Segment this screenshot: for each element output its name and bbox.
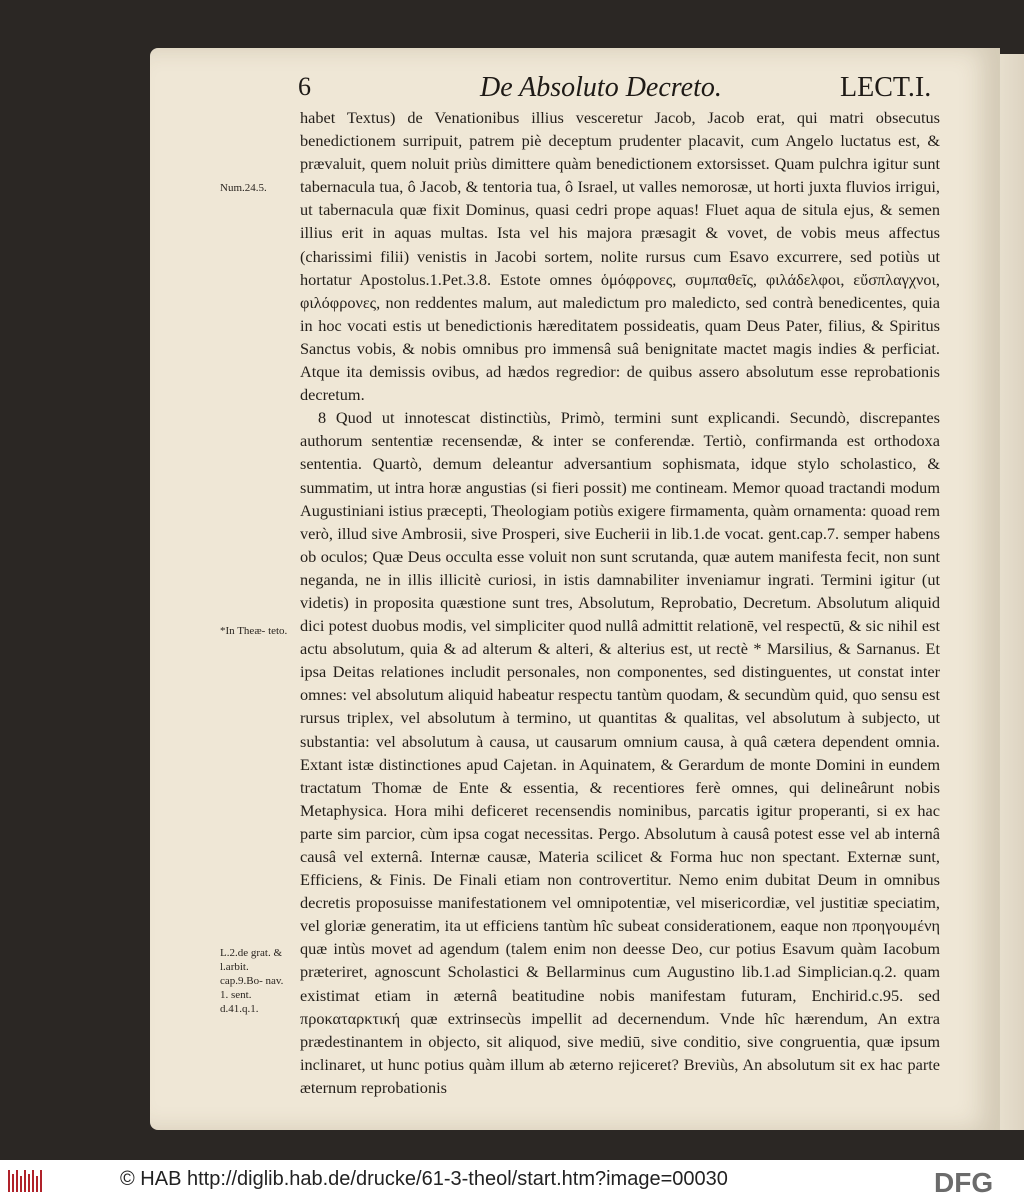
margin-note-theaeteto: *In Theæ- teto.	[220, 625, 288, 637]
hab-logo-icon	[6, 1166, 46, 1196]
dfg-logo-text: DFG	[934, 1167, 994, 1196]
footer-bar	[0, 1160, 1024, 1201]
page-header	[150, 68, 970, 108]
body-text	[300, 106, 940, 1099]
dfg-logo-icon	[932, 1166, 1016, 1196]
lecture-label: LECT.I.	[840, 72, 932, 103]
page-number: 6	[298, 72, 311, 101]
margin-note-de-grat: L.2.de grat. & l.arbit. cap.9.Bo- nav. 1. sent. d.41.q.1.	[220, 947, 284, 1015]
footer-copyright-link[interactable]: © HAB http://diglib.hab.de/drucke/61-3-theol/start.htm?image=00030	[120, 1168, 728, 1190]
margin-note-num: Num.24.5.	[220, 182, 267, 194]
running-title: De Absoluto Decreto.	[480, 72, 722, 103]
paragraph-2: 8 Quod ut innotescat distinctiùs, Primò, termini sunt explicandi. Secundò, discrepantes authorum sententiæ recensendæ, & inter se conferendæ. Tertiò, confirmanda est orthodoxa sententia. Quartò, demum deleantur adversantium sophismata, idque stylo scholastico, & summatim, ut intra horæ angustias (si fieri possit) me contineam. Memor quoad tractandi modum Augustiniani istius præcepti, Theologiam potiùs exigere firmamenta, quàm ornamenta: quoad rem verò, illud sive Ambrosii, sive Prosperi, sive Eucherii in lib.1.de vocat. gent.cap.7. semper habens ob oculos; Quæ Deus occulta esse voluit non sunt scrutanda, quæ autem manifesta fecit, non sunt neganda, ne in illis illicitè curiosi, in istis damnabiliter inveniamur ingrati. Termini igitur (ut videtis) in proposita quæstione sunt tres, Absolutum, Reprobatio, Decretum. Absolutum aliquid dici potest duobus modis, vel simpliciter quod nullâ admittit relationē, vel respectū, & sic nihil est actu absolutum, quia & ad alterum & alteri, & alterius est, ut rectè * Marsilius, & Sarnanus. Et ipsa Deitas relationes includit personales, non componentes, sed distinguentes, ut constat inter omnes: vel absolutum aliquid habeatur respectu tantùm quodam, & secundùm quid, quo sensu est rursus triplex, vel absolutum à termino, ut quantitas & qualitas, vel absolutum à subjecto, ut substantia: vel absolutum à causa, ut causarum omnium causa, à quâ cætera dependent omnia. Extant istæ distinctiones apud Cajetan. in Aquinatem, & Gerardum de monte Domini in eundem tractatum Thomæ de Ente & essentia, & recentiores ferè omnes, qui delineârunt nobis Metaphysica. Hora mihi deficeret recensendis nominibus, parcatis igitur properanti, si ex hac parte sim parcior, cùm ipsa cogat necessitas. Pergo. Absolutum à causâ potest esse vel ab internâ causâ vel externâ. Internæ causæ, Materia scilicet & Forma huc non spectant. Externæ sunt, Efficiens, & Finis. De Finali etiam non controvertitur. Nemo enim dubitat Deum in omnibus decretis proposuisse manifestationem vel omnipotentiæ, vel misericordiæ, vel justitiæ speciatim, vel gloriæ generatim, ita ut efficiens tantùm hîc subeat considerationem, eaque non προηγουμένη quæ intùs movet ad agendum (talem enim non deesse Deo, cur potius Esavum quàm Iacobum præteriret, agnoscunt Scholastici & Bellarminus cum Augustino lib.1.ad Simplician.q.2. quam existimat etiam in æternâ beatitudine nobis manifestam futuram, Enchirid.c.95. sed προκαταρκτική quæ extrinsecùs impellit ad decernendum. Vnde hîc hærendum, An extra prædestinantem in objecto, sit aliquod, sive mediū, sive conditio, sive congruentia, quæ ipsum inclinaret, ut hunc potius quàm illum ab æterno rejiceret? Breviùs, An absolutum sit ex hac parte æternum reprobationis	[300, 408, 940, 1097]
paragraph-1: habet Textus) de Venationibus illius vesceretur Jacob, Jacob erat, qui matri obsecutus benedictionem surripuit, patrem piè deceptum prudenter placavit, cum Angelo luctatus est, & prævaluit, quem noluit priùs dimittere quàm benedictionem extorsisset. Quam pulchra igitur sunt tabernacula tua, ô Jacob, & tentoria tua, ô Israel, ut valles nemorosæ, ut horti juxta fluvios irrigui, ut tabernacula quæ fixit Dominus, quasi cedri prope aquas! Fluet aqua de situla ejus, & semen illius erit in aquas multas. Ista vel his majora præsagit & vovet, de vobis meus affectus (charissimi filii) venistis in Jacobi sortem, nolite rursus cum Esavo excurrere, sed potiùs ut hortatur Apostolus.1.Pet.3.8. Estote omnes ὁμόφρονες, συμπαθεῖς, φιλάδελφοι, εὔσπλαγχνοι, φιλόφρονες, non reddentes malum, aut maledictum pro maledicto, sed contrà benedicentes, quia in hoc vocati estis ut benedictionis hæreditatem possideatis, quam Deus Pater, filius, & Spiritus Sanctus vobis, & nobis omnibus pro immensâ suâ benignitate mactet magis indies & perficiat. Atque ita demissis ovibus, ad hædos regredior: de quibus assero absolutum esse reprobationis decretum.	[300, 108, 940, 405]
